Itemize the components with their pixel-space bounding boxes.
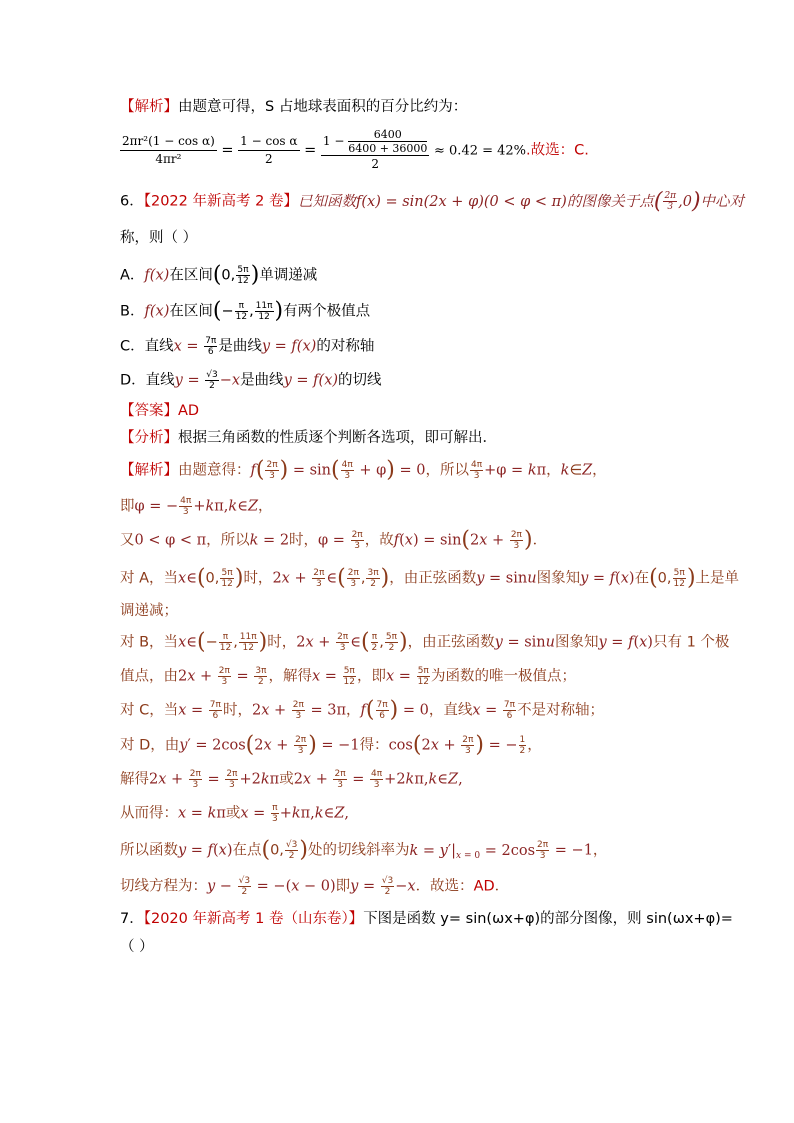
q7-source: 【2020 年新高考 1 卷（山东卷）】 <box>143 911 364 927</box>
q6-answer-line <box>120 401 199 421</box>
q7-number: 7． <box>120 911 144 927</box>
q7-stem-line <box>120 909 733 929</box>
sol-line-12: 所以函数y = f(x)在点(0, $\frac{√3}{2}$ )处的切线斜率为$k = y'|_{x = 0} = 2\cos$ $\frac{2\pi}{3}$ = −1， <box>120 837 608 863</box>
sol-line-2: 即φ = − $\frac{4\pi}{3}$ +kπ,k∈Z， <box>120 496 273 517</box>
q6-number: 6． <box>120 193 144 210</box>
q6-answer: AD <box>178 403 200 419</box>
prev-solution-intro <box>120 97 467 117</box>
sol-line-13: 切线方程为：y − $\frac{√3}{2}$ = −(x − 0)即y = $\frac{√3}{2}$ −x．故选：AD． <box>120 876 510 897</box>
q6-option-a: A．f(x)在区间(0, $\frac{5\pi}{12}$ )单调递减 <box>120 262 318 288</box>
sol-line-9: 对 D，由y′ = 2cos(2x + $\frac{2\pi}{3}$ ) = −1得：cos(2x + $\frac{2\pi}{3}$ ) = − $\frac{1}{2}$ ， <box>120 732 542 758</box>
formula-frac-2: $\frac{\text{1 − cos α}}{2}$ <box>240 134 298 166</box>
formula-frac-3: 1 − $\frac{6400}{6400 + 36000}$ 2 <box>322 128 428 171</box>
prev-result: .故选：C. <box>526 142 589 159</box>
prev-intro-text: 由题意可得，S 占地球表面积的百分比约为： <box>178 99 468 115</box>
q7-paren: （ ） <box>120 939 154 955</box>
q7-stem: 下图是函数 y= sin(ωx+φ)的部分图像，则 sin(ωx+φ)= <box>363 911 733 927</box>
q6-analysis-line <box>120 428 497 448</box>
sol-line-1: 【解析】由题意得：f( $\frac{2\pi}{3}$ ) = sin( $\frac{4\pi}{3}$ + φ) = 0，所以 $\frac{4\pi}{3}$ +φ = kπ，k∈Z， <box>120 457 607 483</box>
q6-source: 【2022 年新高考 2 卷】 <box>143 193 298 210</box>
answer-tag: 【答案】 <box>120 403 178 419</box>
q6-stem-line <box>120 188 745 214</box>
analysis-tag: 【解析】 <box>120 99 178 115</box>
formula-tail: ≈ 0.42 = 42% <box>434 143 527 159</box>
prev-formula: $\frac{\text{2πr²(1 − cos α)}}{\text{4πr²}}$ = $\frac{\text{1 − cos α}}{2}$ = 1 − $\frac{6400}{6400 + 36000}$ 2 ≈ 0.42 = 42%.故选：C. <box>122 128 589 171</box>
sol-line-3: 又0 < φ < π，所以k = 2时，φ = $\frac{2\pi}{3}$ ，故f(x) = sin(2x + $\frac{2\pi}{3}$ )． <box>120 527 548 553</box>
sol-line-7: 值点，由2x + $\frac{2\pi}{3}$ = $\frac{3\pi}{2}$ ，解得x = $\frac{5\pi}{12}$ ，即x = $\frac{5\pi}{12}$ 为函数的唯一极值点； <box>120 666 577 687</box>
fenxi-tag: 【分析】 <box>120 430 178 446</box>
formula-frac-1: $\frac{\text{2πr²(1 − cos α)}}{\text{4πr²}}$ <box>122 134 215 166</box>
sol-line-4: 对 A，当x∈(0, $\frac{5\pi}{12}$ )时，2x + $\frac{2\pi}{3}$ ∈( $\frac{2\pi}{3}$ , $\frac{3\pi}{2}$ )，由正弦函数y = sinu图象知y = f(x)在(0, $\frac{5\pi}{12}$ )上是单 <box>120 565 740 591</box>
q6-option-b: B．f(x)在区间(− $\frac{\pi}{12}$ , $\frac{11\pi}{12}$ )有两个极值点 <box>120 298 371 324</box>
q6-option-d: D．直线y = $\frac{√3}{2}$ −x是曲线y = f(x)的切线 <box>120 370 382 391</box>
sol-line-5: 调递减； <box>120 603 178 619</box>
q6-stem: 已知函数f(x) = sin(2x + φ)(0 < φ < π)的图像关于点( $\frac{2\pi}{3}$ ,0)中心对 <box>297 188 745 214</box>
q6-stem-line2: 称，则（ ） <box>120 230 198 246</box>
q6-analysis-text: 根据三角函数的性质逐个判断各选项，即可解出． <box>178 430 497 446</box>
sol-line-8: 对 C，当x = $\frac{7\pi}{6}$ 时，2x + $\frac{2\pi}{3}$ = 3π，f( $\frac{7\pi}{6}$ ) = 0，直线x = $\frac{7\pi}{6}$ 不是对称轴； <box>120 697 605 723</box>
sol-line-6: 对 B，当x∈(− $\frac{\pi}{12}$ , $\frac{11\pi}{12}$ )时，2x + $\frac{2\pi}{3}$ ∈( $\frac{\pi}{2}$ , $\frac{5\pi}{2}$ )，由正弦函数y = sinu图象知y = f(x)只有 1 个极 <box>120 629 730 655</box>
q6-option-c: C．直线x = $\frac{7\pi}{6}$ 是曲线y = f(x)的对称轴 <box>120 336 375 357</box>
sol-line-11: 从而得：x = kπ或x = $\frac{\pi}{3}$ +kπ,k∈Z, <box>120 803 349 824</box>
sol-line-10: 解得2x + $\frac{2\pi}{3}$ = $\frac{2\pi}{3}$ +2kπ或2x + $\frac{2\pi}{3}$ = $\frac{4\pi}{3}$ +2kπ,k∈Z, <box>120 769 463 790</box>
